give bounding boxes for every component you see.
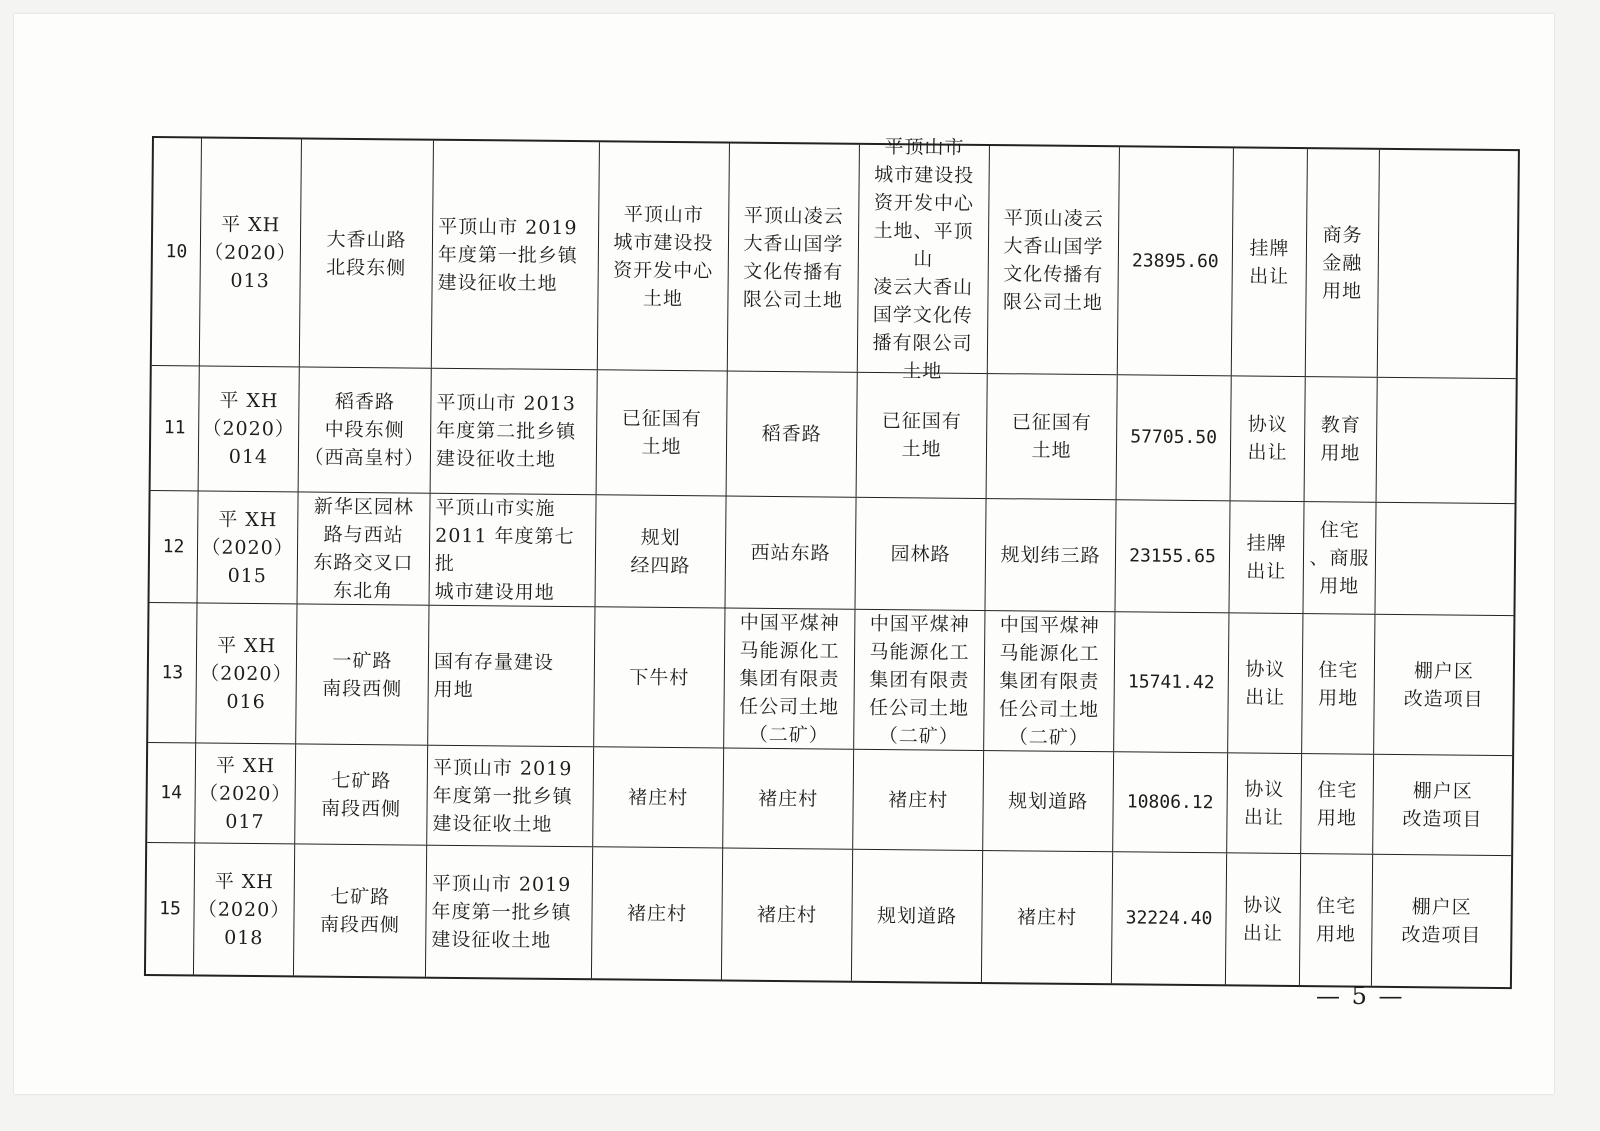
land-source-cell: 平顶山市 2019 年度第一批乡镇 建设征收土地 (432, 141, 600, 370)
document-page (14, 14, 1554, 1094)
land-use-cell: 住宅 用地 (1302, 614, 1375, 754)
remark-cell (1375, 503, 1514, 615)
boundary-north-cell: 规划纬三路 (985, 499, 1116, 611)
land-source-cell: 平顶山市 2019 年度第一批乡镇 建设征收土地 (426, 846, 593, 979)
land-use-cell: 教育 用地 (1305, 377, 1378, 502)
boundary-east-cell: 平顶山市 城市建设投 资开发中心 土地 (598, 142, 730, 370)
remark-cell (1377, 378, 1516, 503)
parcel-code-cell: 平 XH （2020） 013 (200, 138, 302, 366)
parcel-area-cell: 23155.65 (1115, 500, 1230, 612)
table-row (146, 843, 1511, 987)
parcel-location-cell: 新华区园林 路与西站 东路交叉口 东北角 (298, 492, 431, 604)
boundary-north-cell: 中国平煤神 马能源化工 集团有限责 任公司土地 （二矿） (984, 611, 1115, 751)
parcel-code-cell: 平 XH （2020） 015 (198, 491, 299, 603)
row-number-cell: 12 (150, 491, 199, 602)
transfer-method-cell: 挂牌 出让 (1229, 501, 1304, 613)
parcel-code-cell: 平 XH （2020） 017 (195, 743, 296, 843)
row-number-cell: 11 (151, 366, 200, 490)
transfer-method-cell: 协议 出让 (1228, 613, 1303, 753)
parcel-area-cell: 23895.60 (1118, 147, 1234, 375)
boundary-west-cell: 平顶山市 城市建设投 资开发中心 土地、平顶山 凌云大香山 国学文化传 播有限公司 土地 (858, 145, 990, 373)
parcel-location-cell: 大香山路 北段东侧 (300, 139, 434, 367)
table-row (147, 743, 1512, 856)
parcel-code-cell: 平 XH （2020） 014 (199, 366, 300, 491)
land-use-cell: 住宅 用地 (1301, 754, 1374, 854)
transfer-method-cell: 协议 出让 (1231, 376, 1306, 501)
boundary-west-cell: 中国平煤神 马能源化工 集团有限责 任公司土地 （二矿） (854, 610, 985, 750)
boundary-north-cell: 平顶山凌云 大香山国学 文化传播有 限公司土地 (988, 146, 1120, 374)
parcel-location-cell: 七矿路 南段西侧 (295, 744, 428, 844)
transfer-method-cell: 挂牌 出让 (1232, 148, 1308, 376)
remark-cell: 棚户区 改造项目 (1401, 895, 1482, 947)
boundary-west-cell: 褚庄村 (853, 750, 984, 850)
parcel-area-cell: 32224.40 (1112, 852, 1227, 984)
boundary-east-cell: 褚庄村 (592, 847, 723, 979)
table-row (152, 135, 1518, 383)
boundary-north-cell: 褚庄村 (982, 851, 1113, 983)
boundary-west-cell: 园林路 (855, 498, 986, 610)
boundary-west-cell: 已征国有 土地 (857, 373, 988, 498)
remark-cell: 棚户区 改造项目 (1402, 779, 1483, 831)
parcel-location-cell: 七矿路 南段西侧 (294, 844, 427, 976)
boundary-south-cell: 中国平煤神 马能源化工 集团有限责 任公司土地 （二矿） (724, 609, 855, 749)
land-source-cell: 平顶山市 2019 年度第一批乡镇 建设征收土地 (427, 746, 594, 847)
parcel-location-cell: 一矿路 南段西侧 (296, 604, 429, 744)
parcel-area-cell: 57705.50 (1117, 375, 1232, 500)
boundary-south-cell: 西站东路 (726, 497, 857, 609)
row-number-cell: 13 (148, 603, 197, 742)
land-use-cell: 住宅 、商服 用地 (1303, 502, 1376, 614)
remark-cell (1378, 150, 1518, 378)
boundary-south-cell: 稻香路 (727, 372, 858, 497)
parcel-code-cell: 平 XH （2020） 016 (196, 603, 297, 743)
parcel-area-cell: 15741.42 (1114, 612, 1229, 752)
boundary-south-cell: 褚庄村 (722, 849, 853, 981)
land-source-cell: 国有存量建设 用地 (428, 606, 595, 747)
table-row (148, 603, 1513, 756)
boundary-south-cell: 平顶山凌云 大香山国学 文化传播有 限公司土地 (728, 144, 860, 372)
boundary-east-cell: 规划 经四路 (596, 495, 727, 607)
boundary-north-cell: 规划道路 (983, 751, 1114, 851)
transfer-method-cell: 协议 出让 (1227, 753, 1302, 853)
land-source-cell: 平顶山市 2013 年度第二批乡镇 建设征收土地 (431, 369, 598, 495)
boundary-west-cell: 规划道路 (852, 850, 983, 982)
row-number-cell: 10 (152, 138, 202, 365)
boundary-north-cell: 已征国有 土地 (987, 374, 1118, 499)
parcel-location-cell: 稻香路 中段东侧 （西高皇村） (299, 367, 432, 492)
land-use-cell: 商务 金融 用地 (1306, 149, 1380, 377)
parcel-code-cell: 平 XH （2020） 018 (194, 843, 295, 975)
row-number-cell: 15 (146, 843, 195, 974)
page-number: — 5 — (1316, 982, 1405, 1010)
boundary-south-cell: 褚庄村 (723, 749, 854, 849)
table-row (150, 491, 1515, 616)
land-parcel-table (144, 136, 1520, 989)
transfer-method-cell: 协议 出让 (1226, 853, 1301, 985)
remark-cell: 棚户区 改造项目 (1403, 659, 1484, 711)
land-use-cell: 住宅 用地 (1300, 854, 1373, 986)
boundary-east-cell: 已征国有 土地 (597, 370, 728, 495)
boundary-east-cell: 下牛村 (594, 607, 725, 747)
parcel-area-cell: 10806.12 (1113, 752, 1228, 852)
land-source-cell: 平顶山市实施 2011 年度第七批 城市建设用地 (430, 494, 597, 607)
boundary-east-cell: 褚庄村 (593, 747, 724, 847)
row-number-cell: 14 (147, 743, 196, 842)
table-row (151, 366, 1516, 504)
